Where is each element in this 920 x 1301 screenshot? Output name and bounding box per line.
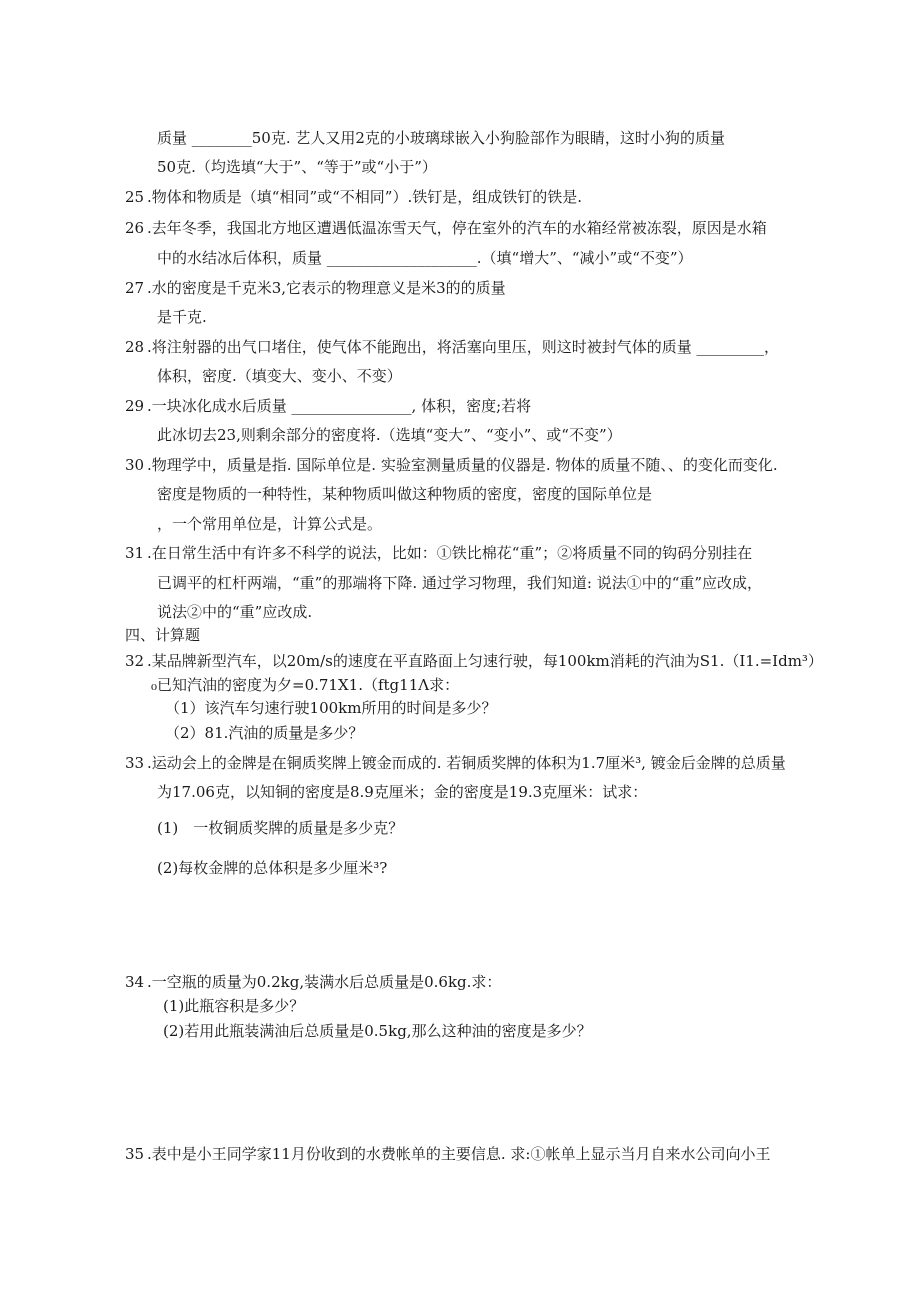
text-line: .一空瓶的质量为0.2kg,装满水后总质量是0.6kg.求： [147, 973, 502, 991]
text-line: （2）81.汽油的质量是多少？ [165, 724, 364, 742]
text-line: .一块冰化成水后质量 ________________, 体积，密度;若将 [147, 397, 532, 415]
text-line: (2)每枚金牌的总体积是多少厘米³? [157, 859, 388, 877]
text-line: 体积，密度.（填变大、变小、不变） [157, 367, 402, 385]
question-number: 29 [125, 397, 145, 415]
question-number: 34 [125, 973, 145, 991]
question-number: 32 [125, 652, 145, 670]
text-line: (2)若用此瓶装满油后总质量是0.5kg,那么这种油的密度是多少？ [163, 1022, 592, 1040]
text-line: .某品牌新型汽车，以20m/s的速度在平直路面上匀速行驶，每100km消耗的汽油为S1.（I1.=Idm³） [147, 652, 823, 670]
question-number: 27 [125, 279, 145, 297]
question-number: 33 [125, 754, 145, 772]
text-line: 此冰切去23,则剩余部分的密度将.（选填“变大”、“变小”、或“不变”） [157, 426, 622, 444]
text-line: ，一个常用单位是，计算公式是。 [157, 515, 383, 533]
text-line: 中的水结冰后体积，质量 ____________________.（填“增大”、“减小”或“不变”） [157, 249, 693, 267]
text-line: （1）该汽车匀速行驶100km所用的时间是多少？ [165, 699, 497, 717]
text-line: .将注射器的出气口堵住，使气体不能跑出，将活塞向里压，则这时被封气体的质量 _________， [147, 338, 780, 356]
question-number: 25 [125, 188, 145, 206]
text-line: .运动会上的金牌是在铜质奖牌上镀金而成的. 若铜质奖牌的体积为1.7厘米³, 镀金后金牌的总质量 [147, 754, 786, 772]
text-line: .表中是小王同学家11月份收到的水费帐单的主要信息. 求:①帐单上显示当月自来水公司向小王 [147, 1145, 771, 1163]
text-line: 50克.（均选填“大于”、“等于”或“小于”） [157, 158, 437, 176]
text-line: 密度是物质的一种特性，某种物质叫做这种物质的密度，密度的国际单位是 [157, 485, 653, 503]
question-number: 35 [125, 1145, 145, 1163]
text-line: 是千克. [157, 308, 207, 326]
text-line: .物理学中，质量是指. 国际单位是. 实验室测量质量的仪器是. 物体的质量不随、、的变化而变化. [147, 456, 778, 474]
text-line: .物体和物质是（填“相同”或“不相同”）.铁钉是，组成铁钉的铁是. [147, 188, 582, 206]
text-line: 已调平的杠杆两端，“重”的那端将下降. 通过学习物理，我们知道: 说法①中的“重”应改成， [157, 574, 763, 592]
text-line: 说法②中的“重”应改成. [157, 603, 313, 621]
text-line: ₀已知汽油的密度为夕=0.71X1.（ftg11Λ求： [151, 676, 460, 694]
text-line: .在日常生活中有许多不科学的说法，比如：①铁比棉花“重”；②将质量不同的钩码分别挂在 [147, 544, 753, 562]
text-line: .去年冬季，我国北方地区遭遇低温冻雪天气，停在室外的汽车的水箱经常被冻裂，原因是水箱 [147, 219, 767, 237]
question-number: 26 [125, 219, 145, 237]
section-heading: 四、计算题 [125, 626, 201, 644]
text-line: (1) 一枚铜质奖牌的质量是多少克？ [157, 819, 404, 837]
text-line: 质量 ________50克. 艺人又用2克的小玻璃球嵌入小狗脸部作为眼睛，这时小狗的质量 [157, 129, 725, 147]
text-line: (1)此瓶容积是多少？ [163, 997, 305, 1015]
text-line: 为17.06克，以知铜的密度是8.9克厘米；金的密度是19.3克厘米：试求： [157, 783, 648, 801]
question-number: 28 [125, 338, 145, 356]
question-number: 31 [125, 544, 145, 562]
text-line: .水的密度是千克米3,它表示的物理意义是米3的的质量 [147, 279, 506, 297]
question-number: 30 [125, 456, 145, 474]
